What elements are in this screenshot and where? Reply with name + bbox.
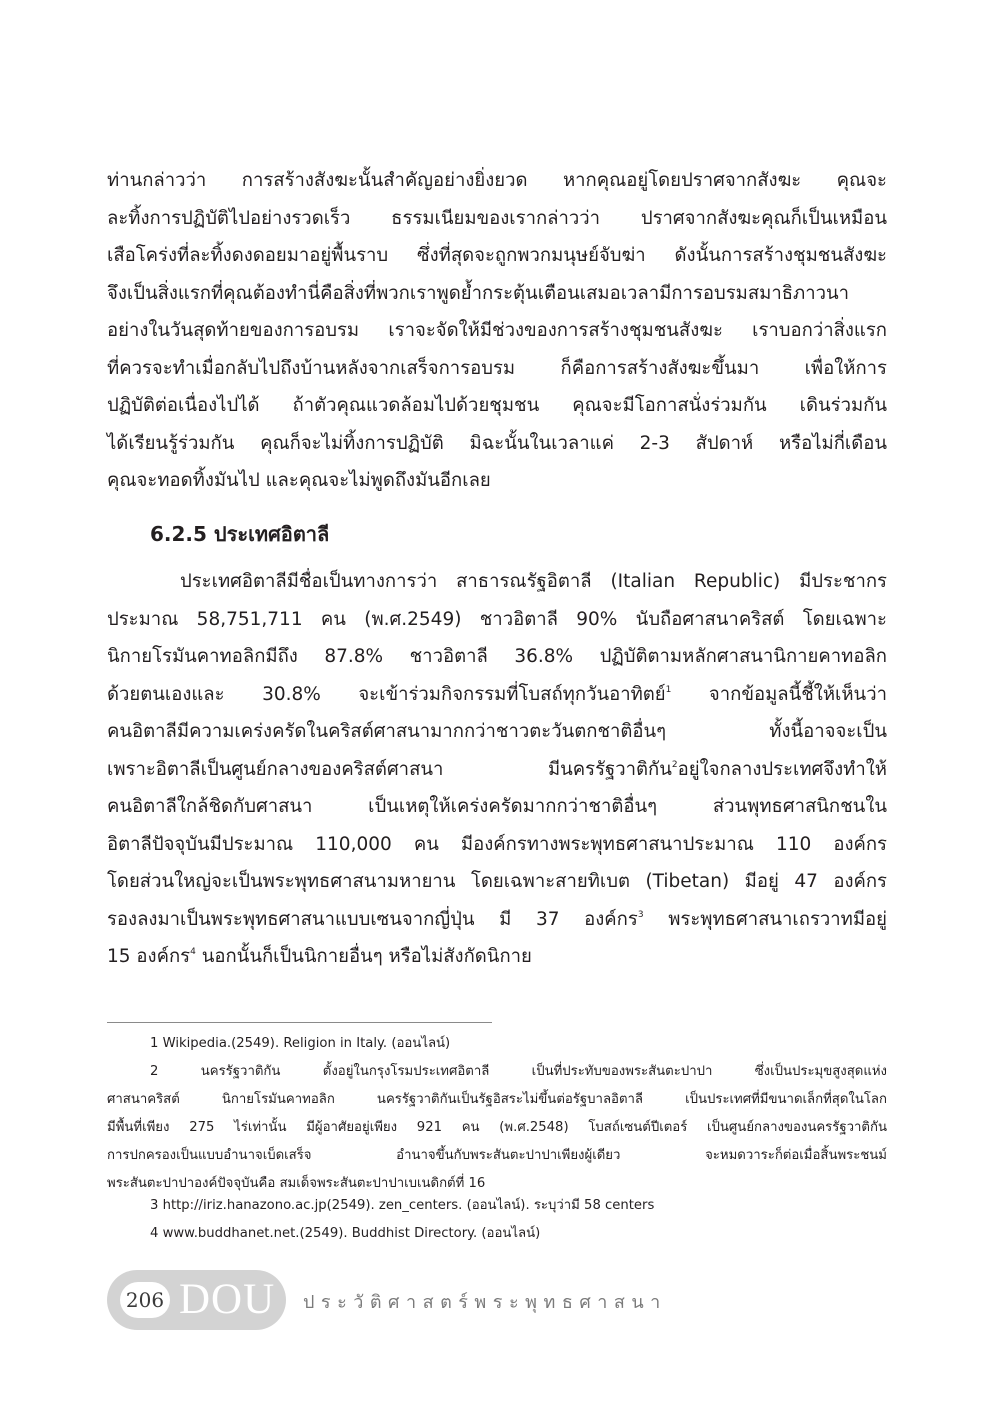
text-line: เสือโคร่งที่ละทิ้งดงดอยมาอยู่พื้นราบ ซึ่งที่สุดจะถูกพวกมนุษย์จับฆ่า ดังนั้นการสร้างชุมชนสังฆะ bbox=[107, 245, 887, 266]
text-line bbox=[107, 901, 887, 939]
footnote-text: 2 นครรัฐวาติกัน ตั้งอยู่ในกรุงโรมประเทศอิตาลี เป็นที่ประทับของพระสันตะปาปา ซึ่งเป็นประมุขสูงสุดแห่ง bbox=[150, 1064, 887, 1079]
footnote-text: 4 www.buddhanet.net.(2549). Buddhist Directory. (ออนไลน์) bbox=[150, 1226, 541, 1241]
text-line: ที่ควรจะทำเมื่อกลับไปถึงบ้านหลังจากเสร็จการอบรม ก็คือการสร้างสังฆะขึ้นมา เพื่อให้การ bbox=[107, 357, 887, 379]
text-line: อิตาลีปัจจุบันมีประมาณ 110,000 คน มีองค์กรทางพระพุทธศาสนาประมาณ 110 องค์กร bbox=[107, 833, 887, 855]
text-line bbox=[107, 938, 887, 976]
text-segment: 15 องค์กร bbox=[107, 946, 191, 967]
footer-badge bbox=[107, 1270, 286, 1330]
italy-paragraph bbox=[107, 563, 887, 976]
footnote-ref-1[interactable]: 1 bbox=[665, 684, 672, 695]
footnote-text: ศาสนาคริสต์ นิกายโรมันคาทอลิก นครรัฐวาติกันเป็นรัฐอิสระไม่ขึ้นต่อรัฐบาลอิตาลี เป็นประเทศที่มีขนาดเล็กที่สุดในโลก bbox=[107, 1092, 887, 1107]
footnote-text: การปกครองเป็นแบบอำนาจเบ็ดเสร็จ อำนาจขึ้นกับพระสันตะปาปาเพียงผู้เดียว จะหมดวาระก็ต่อเมื่อสิ้นพระชนม์ bbox=[107, 1148, 887, 1163]
text-segment: จากข้อมูลนี้ชี้ให้เห็นว่า bbox=[671, 683, 887, 705]
text-line: ได้เรียนรู้ร่วมกัน คุณก็จะไม่ทิ้งการปฏิบัติ มิฉะนั้นในเวลาแค่ 2-3 สัปดาห์ หรือไม่กี่เดือน bbox=[107, 432, 887, 454]
footnote-text: 3 http://iriz.hanazono.ac.jp(2549). zen_centers. (ออนไลน์). ระบุว่ามี 58 centers bbox=[150, 1198, 655, 1213]
text-line: ละทิ้งการปฏิบัติไปอย่างรวดเร็ว ธรรมเนียมของเรากล่าวว่า ปราศจากสังฆะคุณก็เป็นเหมือน bbox=[107, 207, 887, 229]
footnote-text: พระสันตะปาปาองค์ปัจจุบันคือ สมเด็จพระสันตะปาปาเบเนดิกต์ที่ 16 bbox=[107, 1176, 486, 1191]
text-segment: ด้วยตนเองและ 30.8% จะเข้าร่วมกิจกรรมที่โบสถ์ทุกวันอาทิตย์ bbox=[107, 683, 666, 705]
book-title: ประวัติศาสตร์พระพุทธศาสนา bbox=[303, 1292, 667, 1313]
text-segment: พระพุทธศาสนาเถรวาทมีอยู่ bbox=[643, 908, 887, 930]
text-line bbox=[107, 751, 887, 789]
footnote-ref-4[interactable]: 4 bbox=[190, 947, 196, 957]
footnote-3 bbox=[107, 1192, 887, 1220]
footnote-divider bbox=[107, 1022, 492, 1023]
footnote-text: มีพื้นที่เพียง 275 ไร่เท่านั้น มีผู้อาศัยอยู่เพียง 921 คน (พ.ศ.2548) โบสถ์เซนต์ปีเตอร์ เป็นศูนย์กลางของนครรัฐวาติกัน bbox=[107, 1120, 887, 1135]
text-line bbox=[107, 676, 887, 714]
text-line: ท่านกล่าวว่า การสร้างสังฆะนั้นสำคัญอย่างยิ่งยวด หากคุณอยู่โดยปราศจากสังฆะ คุณจะ bbox=[107, 170, 887, 191]
section-heading: 6.2.5 ประเทศอิตาลี bbox=[150, 522, 330, 546]
footnote-ref-2[interactable]: 2 bbox=[671, 759, 678, 770]
intro-paragraph bbox=[107, 162, 887, 500]
page-footer bbox=[107, 1270, 667, 1330]
dou-logo: DOU bbox=[179, 1276, 276, 1323]
text-line: คนอิตาลีใกล้ชิดกับศาสนา เป็นเหตุให้เคร่งครัดมากกว่าชาติอื่นๆ ส่วนพุทธศาสนิกชนใน bbox=[107, 796, 887, 817]
footnote-text: 1 Wikipedia.(2549). Religion in Italy. (ออนไลน์) bbox=[150, 1036, 451, 1051]
text-segment: เพราะอิตาลีเป็นศูนย์กลางของคริสต์ศาสนา มีนครรัฐวาติกัน bbox=[107, 758, 672, 780]
text-line: ประเทศอิตาลีมีชื่อเป็นทางการว่า สาธารณรัฐอิตาลี (Italian Republic) มีประชากร bbox=[180, 571, 887, 592]
text-line: อย่างในวันสุดท้ายของการอบรม เราจะจัดให้มีช่วงของการสร้างชุมชนสังฆะ เราบอกว่าสิ่งแรก bbox=[107, 320, 887, 341]
footnote-1 bbox=[107, 1030, 887, 1058]
text-line: คุณจะทอดทิ้งมันไป และคุณจะไม่พูดถึงมันอีกเลย bbox=[107, 470, 491, 491]
text-line: คนอิตาลีมีความเคร่งครัดในคริสต์ศาสนามากกว่าชาวตะวันตกชาติอื่นๆ ทั้งนี้อาจจะเป็น bbox=[107, 721, 887, 742]
text-line: นิกายโรมันคาทอลิกมีถึง 87.8% ชาวอิตาลี 36.8% ปฏิบัติตามหลักศาสนานิกายคาทอลิก bbox=[107, 646, 887, 667]
text-line: จึงเป็นสิ่งแรกที่คุณต้องทำนี่คือสิ่งที่พวกเราพูดย้ำกระตุ้นเตือนเสมอเวลามีการอบรมสมาธิภาวนา bbox=[107, 282, 850, 304]
text-line: โดยส่วนใหญ่จะเป็นพระพุทธศาสนามหายาน โดยเฉพาะสายทิเบต (Tibetan) มีอยู่ 47 องค์กร bbox=[107, 871, 887, 892]
page-number: 206 bbox=[120, 1282, 170, 1318]
text-segment: รองลงมาเป็นพระพุทธศาสนาแบบเซนจากญี่ปุ่น มี 37 องค์กร bbox=[107, 908, 638, 930]
footnote-4 bbox=[107, 1220, 887, 1248]
text-segment: อยู่ใจกลางประเทศจึงทำให้ bbox=[677, 758, 887, 780]
footnote-ref-3[interactable]: 3 bbox=[637, 909, 644, 920]
text-segment: นอกนั้นก็เป็นนิกายอื่นๆ หรือไม่สังกัดนิกาย bbox=[195, 946, 532, 967]
footnote-2 bbox=[107, 1058, 887, 1198]
text-line: ประมาณ 58,751,711 คน (พ.ศ.2549) ชาวอิตาลี 90% นับถือศาสนาคริสต์ โดยเฉพาะ bbox=[107, 608, 887, 630]
text-line: ปฏิบัติต่อเนื่องไปได้ ถ้าตัวคุณแวดล้อมไปด้วยชุมชน คุณจะมีโอกาสนั่งร่วมกัน เดินร่วมกัน bbox=[107, 395, 887, 416]
